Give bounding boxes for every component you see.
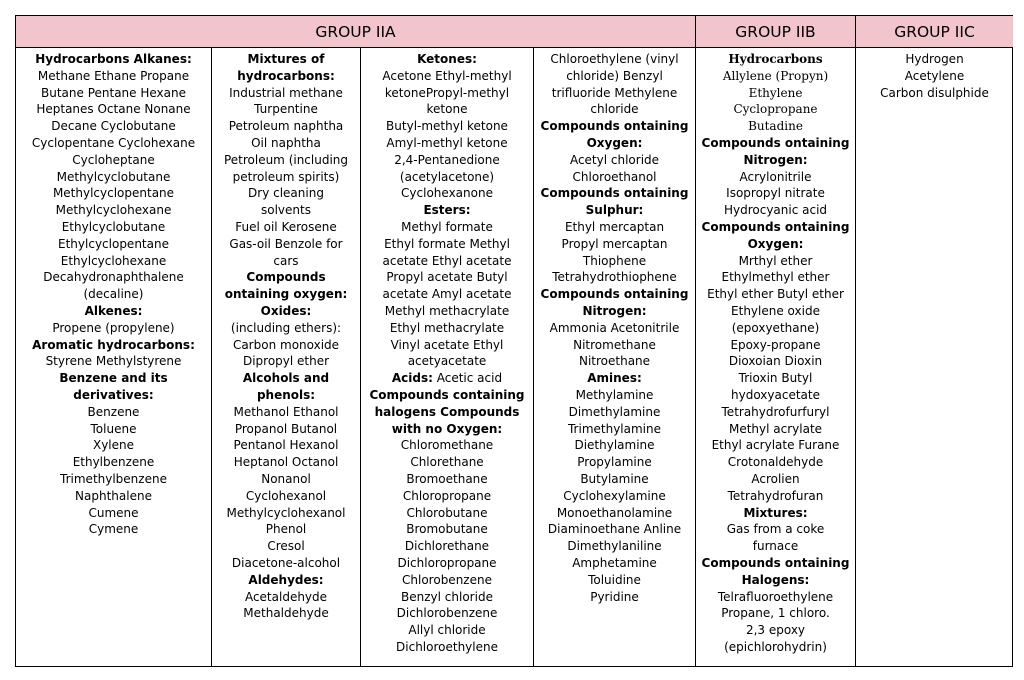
category-heading: Amines: xyxy=(587,371,642,386)
category-heading: Mixtures: xyxy=(743,505,808,520)
substance-list: Acetic acid xyxy=(432,371,503,386)
category-heading: Mixtures of hydrocarbons: xyxy=(237,52,335,83)
category-heading: Compounds containing halogens Compounds with no Oxygen: xyxy=(369,387,525,436)
category-heading: Compounds ontaining Nitrogen: xyxy=(540,287,689,318)
category-heading: Aldehydes: xyxy=(248,572,324,587)
category-heading: Alcohols and phenols: xyxy=(242,371,330,402)
gas-group-table xyxy=(15,15,1013,667)
category-heading: Alkenes: xyxy=(84,303,143,318)
column-iib xyxy=(696,48,855,666)
header-group-iic: GROUP IIC xyxy=(856,16,1013,48)
category-heading: Compounds ontaining Sulphur: xyxy=(540,186,689,218)
category-heading: Compounds ontaining Oxygen: xyxy=(701,219,850,251)
substance-list: Mrthyl ether Ethylmethyl ether Ethyl ether Butyl ether Ethylene oxide (epoxyethane) Epoxy-propane Dioxoian Dioxin Trioxin Butyl hydoxyacetate Tetrahydrofurfuryl Methyl acrylate Ethyl acrylate Furane Crotonaldehyde Acrolien Tetrahydrofuran xyxy=(707,253,844,503)
substance-list: Chloromethane Chlorethane Bromoethane Chloropropane Chlorobutane Bromobutane Dichlorethane Dichloropropane Chlorobenzene Benzyl chloride Dichlorobenzene Allyl chloride Dichloroethylene xyxy=(396,438,498,654)
category-heading: Esters: xyxy=(423,203,471,218)
column-iia-hydrocarbons xyxy=(16,48,211,666)
substance-list: Acrylonitrile Isopropyl nitrate Hydrocyanic acid xyxy=(723,169,828,218)
substance-list: Chloroethylene (vinyl chloride) Benzyl trifluoride Methylene chloride xyxy=(550,52,679,117)
substance-list: Propene (propylene) xyxy=(52,320,175,335)
substance-list: Allylene (Propyn) Ethylene Cyclopropane Butadine xyxy=(722,68,829,134)
substance-list: Telrafluoroethylene Propane, 1 chloro. 2,3 epoxy (epichlorohydrin) xyxy=(717,589,834,654)
substance-list: Styrene Methylstyrene xyxy=(45,354,182,369)
header-group-iia: GROUP IIA xyxy=(16,16,695,48)
category-heading xyxy=(361,370,533,387)
substance-list: Hydrogen Acetylene Carbon disulphide xyxy=(880,52,989,100)
category-heading: Hydrocarbons Alkanes: xyxy=(35,52,192,66)
substance-list: Ethyl mercaptan Propyl mercaptan Thiophene Tetrahydrothiophene xyxy=(552,219,677,285)
substance-list: Methane Ethane Propane Butane Pentane Hexane Heptanes Octane Nonane Decane Cyclobutane Cyclopentane Cyclohexane Cycloheptane Methylcyclobutane Methylcyclopentane Methylcyclohexane Ethylcyclobutane Ethylcyclopentane Ethylcyclohexane Decahydronaphthalene (decaline) xyxy=(31,68,196,302)
category-heading: Compounds ontaining Halogens: xyxy=(701,555,850,587)
column-iia-halogens-sulphur-nitrogen xyxy=(534,48,695,666)
header-group-iib: GROUP IIB xyxy=(696,16,855,48)
column-iic xyxy=(856,48,1013,666)
substance-list: Acetone Ethyl-methyl ketonePropyl-methyl ketone Butyl-methyl ketone Amyl-methyl ketone 2,4-Pentanedione (acetylacetone) Cyclohexanone xyxy=(382,68,512,201)
substance-list: Methanol Ethanol Propanol Butanol Pentanol Hexanol Heptanol Octanol Nonanol Cyclohexanol Methylcyclohexanol Phenol Cresol Diacetone-alcohol xyxy=(226,404,346,570)
column-iia-ketones-esters-halogens xyxy=(361,48,533,666)
substance-list: Benzene Toluene Xylene Ethylbenzene Trimethylbenzene Naphthalene Cumene Cymene xyxy=(60,404,167,537)
category-heading: Hydrocarbons xyxy=(728,52,823,66)
category-heading: Oxides: xyxy=(260,303,312,318)
substance-list: Gas from a coke furnace xyxy=(726,522,825,554)
substance-list: (including ethers): Carbon monoxide Dipropyl ether xyxy=(230,320,342,369)
substance-list: Methyl formate Ethyl formate Methyl acetate Ethyl acetate Propyl acetate Butyl acetate Amyl acetate Methyl methacrylate Ethyl methacrylate Vinyl acetate Ethyl acetyacetate xyxy=(382,219,512,369)
category-heading: Aromatic hydrocarbons: xyxy=(32,337,195,352)
category-heading: Acids: xyxy=(391,371,433,386)
substance-list: Ammonia Acetonitrile Nitromethane Nitroethane xyxy=(549,320,680,369)
substance-list: Acetyl chloride Chloroethanol xyxy=(569,152,660,184)
substance-list: Acetaldehyde Methaldehyde xyxy=(243,589,329,621)
substance-list: Methylamine Dimethylamine Trimethylamine Diethylamine Propylamine Butylamine Cyclohexylamine Monoethanolamine Diaminoethane Anline Dimethylaniline Amphetamine Toluidine Pyridine xyxy=(547,387,682,604)
column-iia-mixtures-oxygen xyxy=(212,48,360,666)
category-heading: Ketones: xyxy=(417,52,477,66)
category-heading: Compounds ontaining Nitrogen: xyxy=(701,135,850,167)
category-heading: Compounds ontaining oxygen: xyxy=(224,270,348,302)
category-heading: Benzene and its derivatives: xyxy=(59,371,168,402)
category-heading: Compounds ontaining Oxygen: xyxy=(540,119,689,150)
substance-list: Industrial methane Turpentine Petroleum naphtha Oil naphtha Petroleum (including petroleum spirits) Dry cleaning solvents Fuel oil Kerosene Gas-oil Benzole for cars xyxy=(223,85,349,268)
